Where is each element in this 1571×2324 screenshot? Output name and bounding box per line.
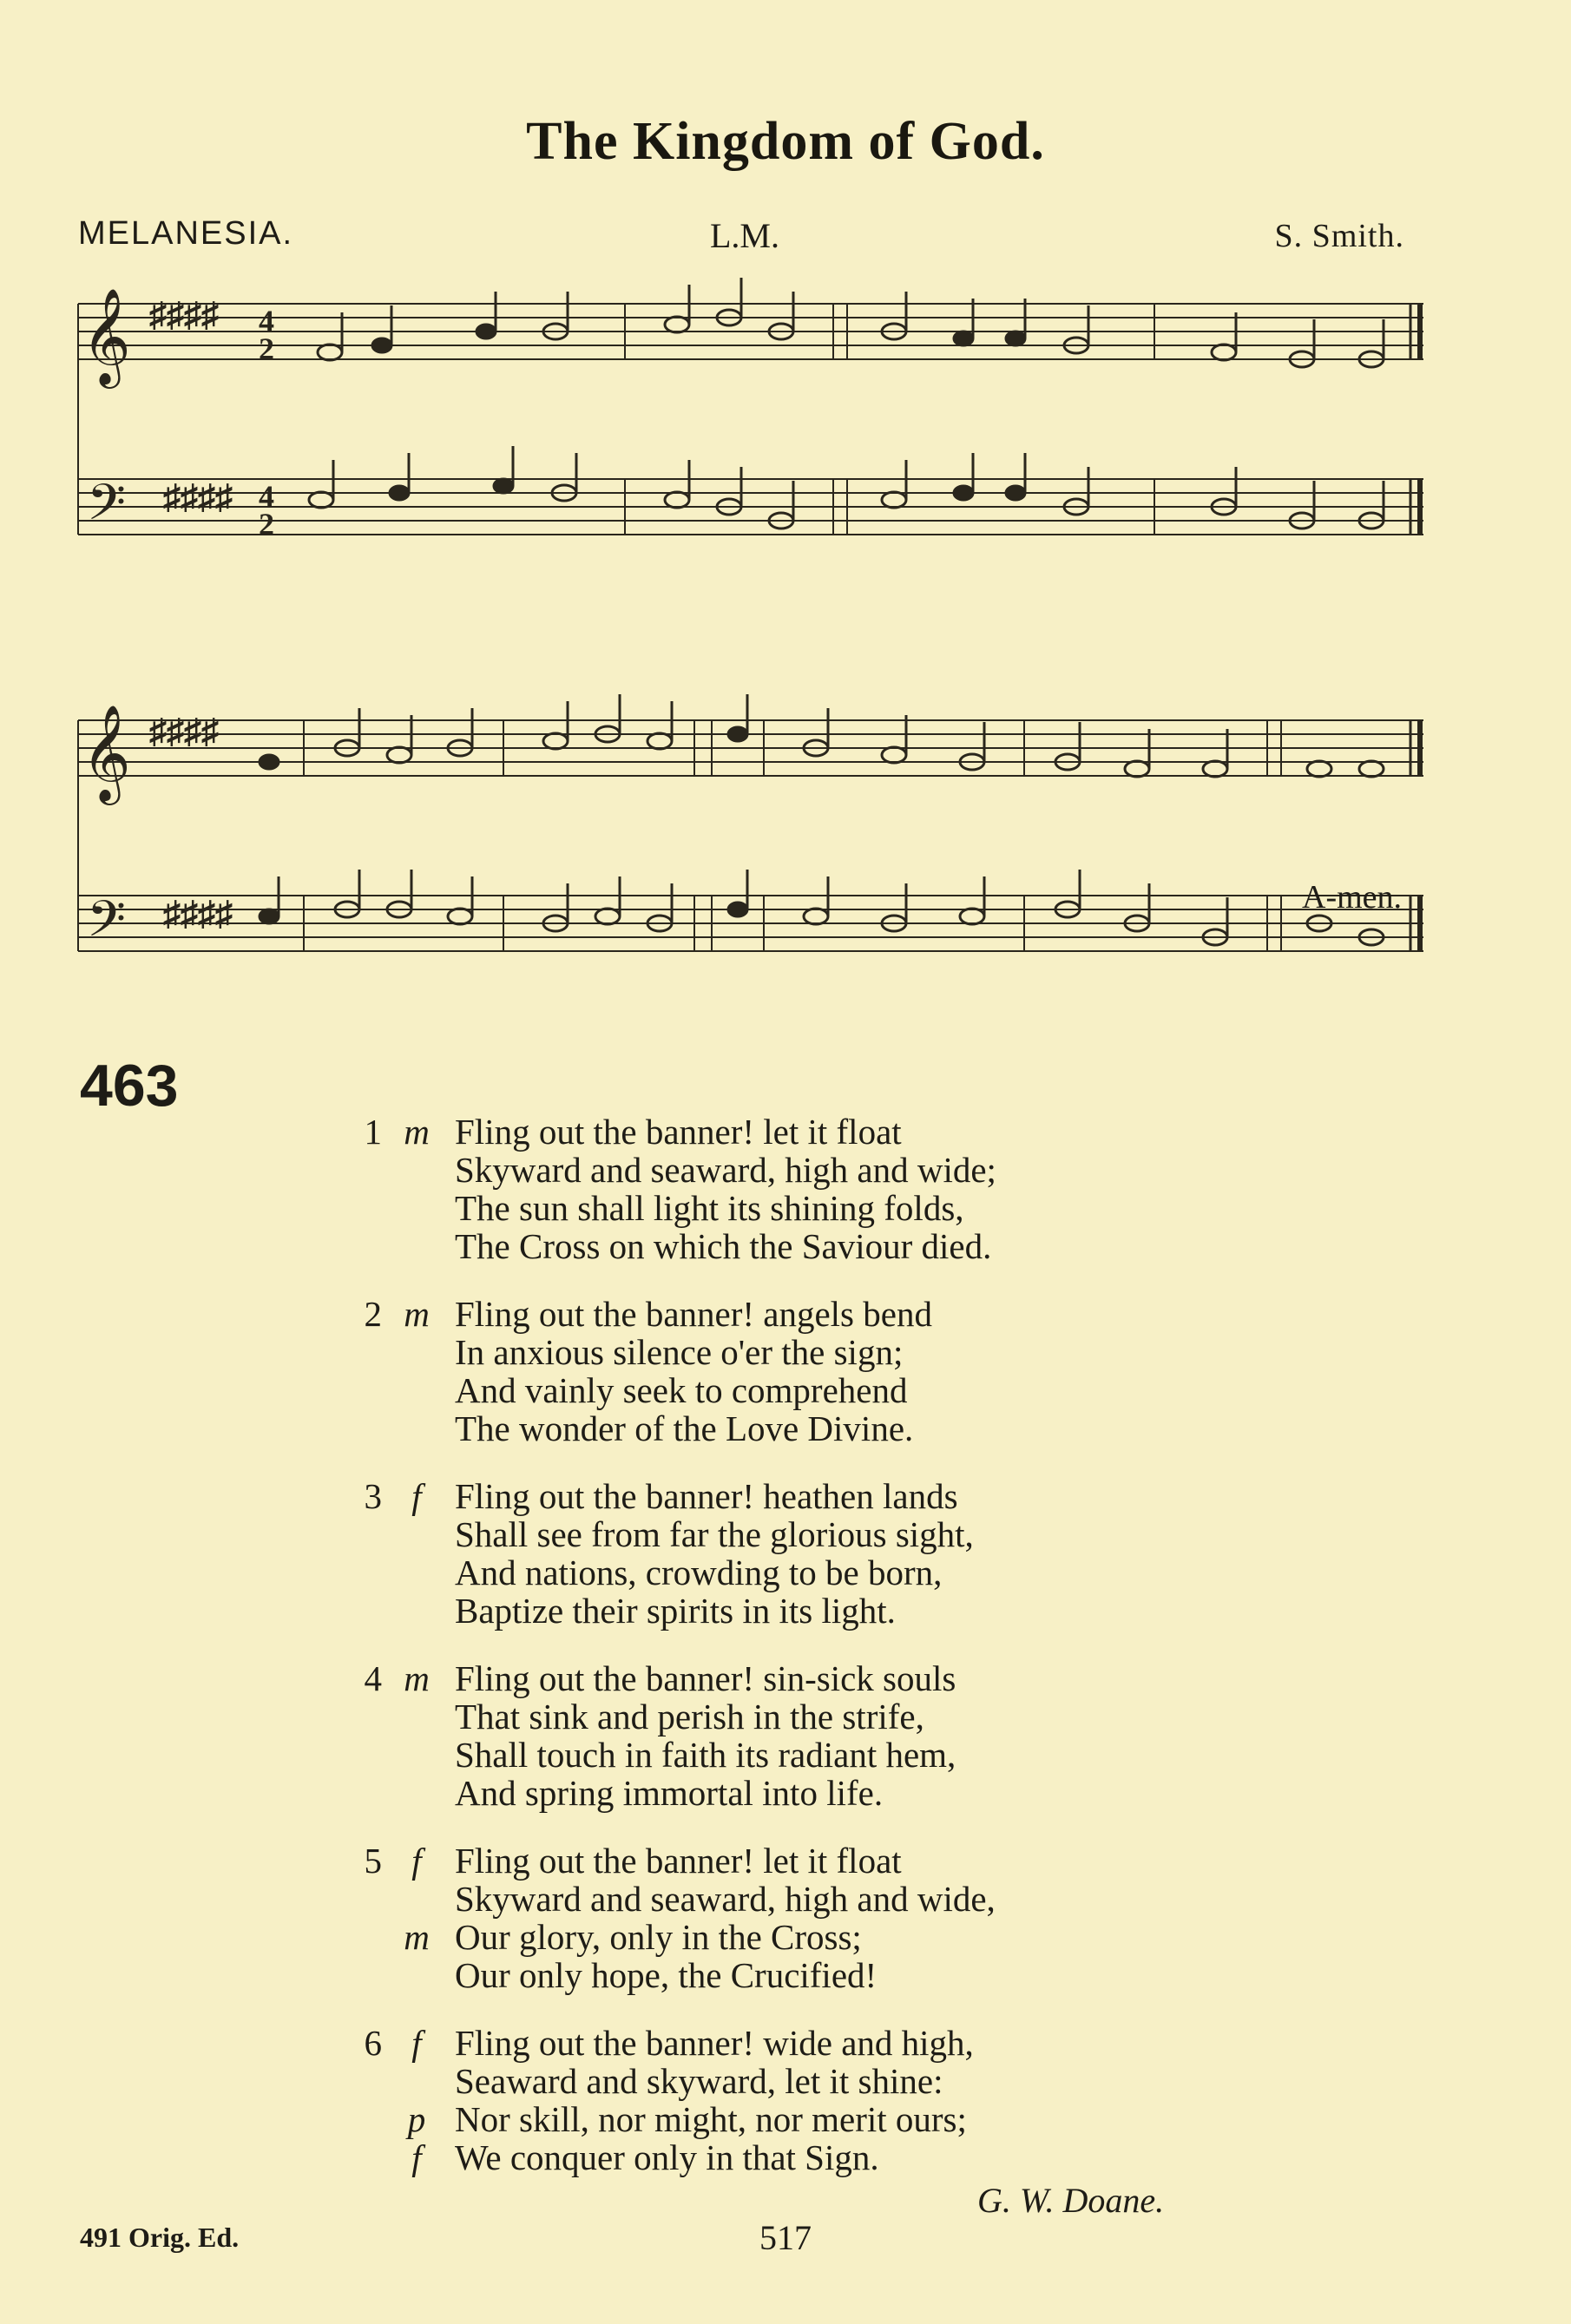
verse-line bbox=[347, 1918, 1215, 1956]
verse-line bbox=[347, 1553, 1215, 1592]
verse-line bbox=[347, 1189, 1215, 1227]
svg-text:♯♯♯♯: ♯♯♯♯ bbox=[149, 295, 219, 334]
verse-2 bbox=[347, 1295, 1215, 1448]
svg-text:4: 4 bbox=[259, 479, 274, 514]
verse-text: Baptize their spirits in its light. bbox=[455, 1591, 896, 1631]
verse-line bbox=[347, 1151, 1215, 1189]
verse-text: Our glory, only in the Cross; bbox=[455, 1917, 862, 1957]
svg-text:𝄢: 𝄢 bbox=[87, 473, 127, 544]
dynamic-mark: f bbox=[411, 1476, 422, 1516]
verse-line bbox=[347, 1880, 1215, 1918]
verse-line bbox=[347, 1371, 1215, 1409]
verse-4 bbox=[347, 1659, 1215, 1812]
verse-line bbox=[347, 1736, 1215, 1774]
verse-text: Skyward and seaward, high and wide; bbox=[455, 1150, 996, 1190]
verse-line bbox=[347, 1659, 1215, 1697]
svg-text:♯♯♯♯: ♯♯♯♯ bbox=[163, 477, 233, 516]
verse-number: 6 bbox=[364, 2023, 382, 2063]
dynamic-mark: m bbox=[404, 1294, 430, 1334]
dynamic-mark: m bbox=[404, 1658, 430, 1698]
page-title: The Kingdom of God. bbox=[526, 112, 1045, 171]
verse-line bbox=[347, 1477, 1215, 1515]
verse-text: Fling out the banner! wide and high, bbox=[455, 2023, 974, 2063]
verse-line bbox=[347, 1515, 1215, 1553]
verse-line bbox=[347, 2100, 1215, 2138]
verse-number: 5 bbox=[364, 1841, 382, 1881]
verse-line bbox=[347, 1774, 1215, 1812]
verse-number: 2 bbox=[364, 1294, 382, 1334]
music-score-image-1 bbox=[69, 278, 1441, 607]
verse-line bbox=[347, 1409, 1215, 1448]
verse-text: Fling out the banner! sin-sick souls bbox=[455, 1658, 956, 1698]
hymn-number: 463 bbox=[80, 1053, 179, 1119]
page-number: 517 bbox=[759, 2218, 812, 2257]
amen-label: A-men. bbox=[1302, 879, 1403, 916]
verse-text: And vainly seek to comprehend bbox=[455, 1370, 908, 1410]
svg-text:♯♯♯♯: ♯♯♯♯ bbox=[149, 712, 219, 751]
svg-text:2: 2 bbox=[259, 507, 274, 542]
verse-line bbox=[347, 1295, 1215, 1333]
verse-text: Fling out the banner! heathen lands bbox=[455, 1476, 958, 1516]
svg-text:2: 2 bbox=[259, 332, 274, 366]
dynamic-mark: m bbox=[404, 1112, 430, 1152]
svg-text:𝄞: 𝄞 bbox=[82, 287, 131, 384]
verse-number: 3 bbox=[364, 1476, 382, 1516]
verse-line bbox=[347, 1113, 1215, 1151]
verse-text: Seaward and skyward, let it shine: bbox=[455, 2061, 943, 2101]
verse-5 bbox=[347, 1841, 1215, 1994]
verses bbox=[347, 1113, 1215, 2206]
dynamic-mark: f bbox=[411, 2137, 422, 2177]
verse-text: Skyward and seaward, high and wide, bbox=[455, 1879, 996, 1919]
verse-1 bbox=[347, 1113, 1215, 1265]
music-system-2 bbox=[69, 694, 1441, 1024]
verse-text: Nor skill, nor might, nor merit ours; bbox=[455, 2099, 967, 2139]
verse-6 bbox=[347, 2024, 1215, 2176]
music-system-1 bbox=[69, 278, 1441, 607]
verse-text: That sink and perish in the strife, bbox=[455, 1697, 924, 1736]
verse-text: Fling out the banner! angels bend bbox=[455, 1294, 932, 1334]
verse-line bbox=[347, 2062, 1215, 2100]
dynamic-mark: p bbox=[407, 2099, 426, 2139]
dynamic-mark: m bbox=[404, 1917, 430, 1957]
verse-line bbox=[347, 1841, 1215, 1880]
composer: S. Smith. bbox=[1274, 218, 1404, 254]
dynamic-mark: f bbox=[411, 1841, 422, 1881]
verse-line bbox=[347, 1333, 1215, 1371]
svg-text:4: 4 bbox=[259, 304, 274, 338]
meter: L.M. bbox=[710, 216, 779, 255]
music-score-image-2 bbox=[69, 694, 1441, 1024]
verse-text: We conquer only in that Sign. bbox=[455, 2137, 879, 2177]
tune-name: MELANESIA. bbox=[78, 215, 294, 252]
verse-text: In anxious silence o'er the sign; bbox=[455, 1332, 904, 1372]
verse-text: The sun shall light its shining folds, bbox=[455, 1188, 964, 1228]
verse-line bbox=[347, 1956, 1215, 1994]
verse-text: And nations, crowding to be born, bbox=[455, 1553, 943, 1592]
verse-text: Fling out the banner! let it float bbox=[455, 1112, 902, 1152]
verse-text: Fling out the banner! let it float bbox=[455, 1841, 902, 1881]
verse-line bbox=[347, 1592, 1215, 1630]
svg-text:𝄢: 𝄢 bbox=[87, 890, 127, 961]
verse-text: Shall touch in faith its radiant hem, bbox=[455, 1735, 956, 1775]
verse-line bbox=[347, 2138, 1215, 2176]
author: G. W. Doane. bbox=[977, 2181, 1165, 2220]
dynamic-mark: f bbox=[411, 2023, 422, 2063]
verse-text: The wonder of the Love Divine. bbox=[455, 1408, 914, 1448]
verse-number: 1 bbox=[364, 1112, 382, 1152]
original-edition-ref: 491 Orig. Ed. bbox=[80, 2222, 240, 2253]
verse-text: Shall see from far the glorious sight, bbox=[455, 1514, 974, 1554]
svg-text:♯♯♯♯: ♯♯♯♯ bbox=[163, 894, 233, 933]
svg-text:𝄞: 𝄞 bbox=[82, 704, 131, 801]
verse-text: The Cross on which the Saviour died. bbox=[455, 1226, 992, 1266]
verse-3 bbox=[347, 1477, 1215, 1630]
verse-number: 4 bbox=[364, 1658, 382, 1698]
verse-line bbox=[347, 2024, 1215, 2062]
verse-line bbox=[347, 1227, 1215, 1265]
verse-line bbox=[347, 1697, 1215, 1736]
verse-text: And spring immortal into life. bbox=[455, 1773, 884, 1813]
verse-text: Our only hope, the Crucified! bbox=[455, 1955, 878, 1995]
